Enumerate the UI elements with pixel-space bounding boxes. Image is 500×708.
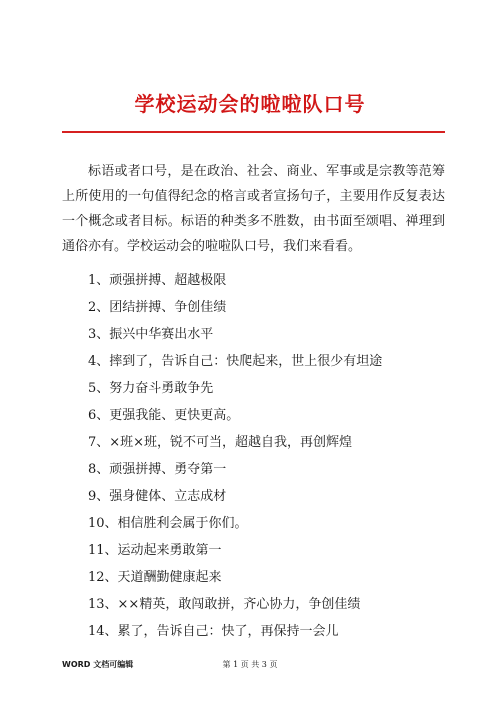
intro-paragraph: 标语或者口号，是在政治、社会、商业、军事或是宗教等范筹上所使用的一句值得纪念的格言或者宣扬句子，主要用作反复表达一个概念或者目标。标语的种类多不胜数，由书面至颂唱、禅理到通俗亦有。学校运动会的啦啦队口号，我们来看看。 <box>62 164 445 254</box>
slogan-item: 12、天道酬勤健康起来 <box>88 570 222 585</box>
slogan-item: 10、相信胜利会属于你们。 <box>88 516 248 531</box>
slogan-item: 13、××精英，敢闯敢拼，齐心协力，争创佳绩 <box>88 597 361 612</box>
slogan-item: 3、振兴中华赛出水平 <box>88 327 214 342</box>
slogan-item: 14、累了，告诉自己：快了，再保持一会儿 <box>88 624 339 639</box>
slogan-item: 7、×班×班，锐不可当，超越自我，再创辉煌 <box>88 435 353 450</box>
slogan-item: 5、努力奋斗勇敢争先 <box>88 381 214 396</box>
footer-editable-note: WORD 文档可编辑 <box>62 660 134 669</box>
slogan-item: 1、顽强拼搏、超越极限 <box>88 273 227 288</box>
slogan-list <box>88 267 448 645</box>
slogan-item: 11、运动起来勇敢第一 <box>88 543 222 558</box>
footer-page-number: 第 1 页 共 3 页 <box>222 660 278 669</box>
slogan-item: 4、摔到了，告诉自己：快爬起来，世上很少有坦途 <box>88 354 383 369</box>
title-divider <box>62 131 445 133</box>
slogan-item: 6、更强我能、更快更高。 <box>88 408 240 423</box>
document-title: 学校运动会的啦啦队口号 <box>134 92 366 116</box>
slogan-item: 2、团结拼搏、争创佳绩 <box>88 300 227 315</box>
slogan-item: 8、顽强拼搏、勇夺第一 <box>88 462 227 477</box>
slogan-item: 9、强身健体、立志成材 <box>88 489 227 504</box>
